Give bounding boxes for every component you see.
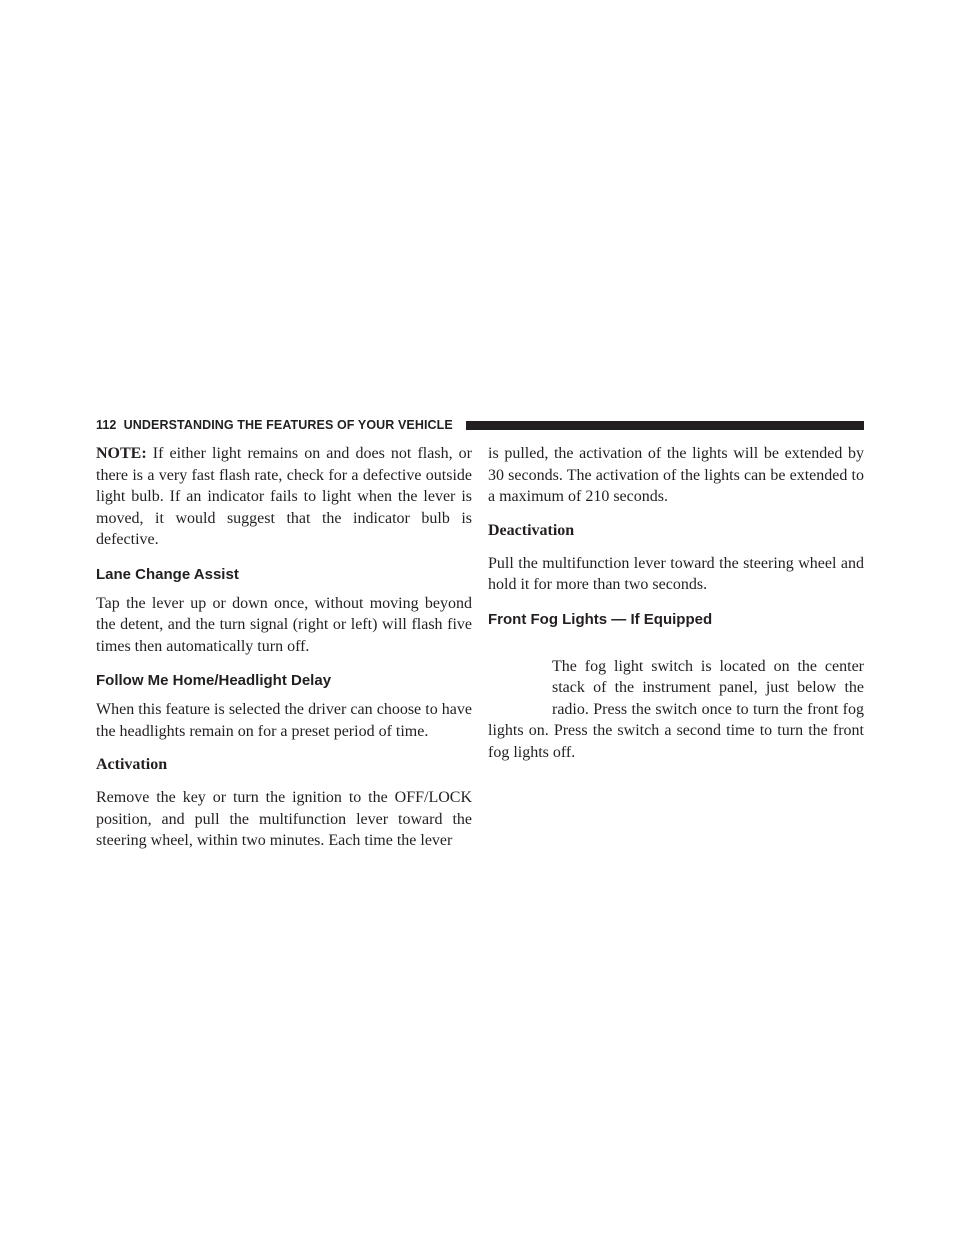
page-header xyxy=(96,418,864,432)
header-rule xyxy=(466,421,864,430)
follow-me-home-paragraph: When this feature is selected the driver can choose to have the headlights remain on for a preset period of time. xyxy=(96,701,472,740)
front-fog-lights-paragraph xyxy=(488,656,864,764)
lane-change-heading: Lane Change Assist xyxy=(96,565,239,583)
page-number: 112 xyxy=(96,418,117,432)
note-label: NOTE: xyxy=(96,445,147,462)
header-text xyxy=(96,418,453,432)
activation-continued-paragraph: is pulled, the activation of the lights will be extended by 30 seconds. The activation of the lights can be extended to a maximum of 210 seconds. xyxy=(488,445,864,505)
lane-change-paragraph: Tap the lever up or down once, without moving beyond the detent, and the turn signal (right or left) will flash five times then automatically turn off. xyxy=(96,594,472,655)
right-column xyxy=(488,443,864,763)
note-paragraph xyxy=(96,443,472,551)
front-fog-lights-heading: Front Fog Lights — If Equipped xyxy=(488,610,713,628)
activation-paragraph: Remove the key or turn the ignition to the OFF/LOCK position, and pull the multifunction lever toward the steering wheel, within two minutes. Each time the lever xyxy=(96,789,472,849)
deactivation-heading: Deactivation xyxy=(488,521,575,539)
left-column xyxy=(96,443,472,852)
fog-light-icon xyxy=(488,656,552,720)
note-text: If either light remains on and does not flash, or there is a very fast flash rate, check for a defective outside light bulb. If an indicator fails to light when the lever is moved, it would suggest that the indicator bulb is defective. xyxy=(96,445,472,548)
deactivation-paragraph: Pull the multifunction lever toward the steering wheel and hold it for more than two seconds. xyxy=(488,554,864,593)
section-title: UNDERSTANDING THE FEATURES OF YOUR VEHICLE xyxy=(123,418,453,432)
activation-heading: Activation xyxy=(96,756,168,773)
front-fog-lights-text: The fog light switch is located on the center stack of the instrument panel, just below the radio. Press the switch once to turn the front fog lights on. Press the switch a second time to turn the front fog lights off. xyxy=(488,657,864,761)
follow-me-home-heading: Follow Me Home/Headlight Delay xyxy=(96,672,332,689)
